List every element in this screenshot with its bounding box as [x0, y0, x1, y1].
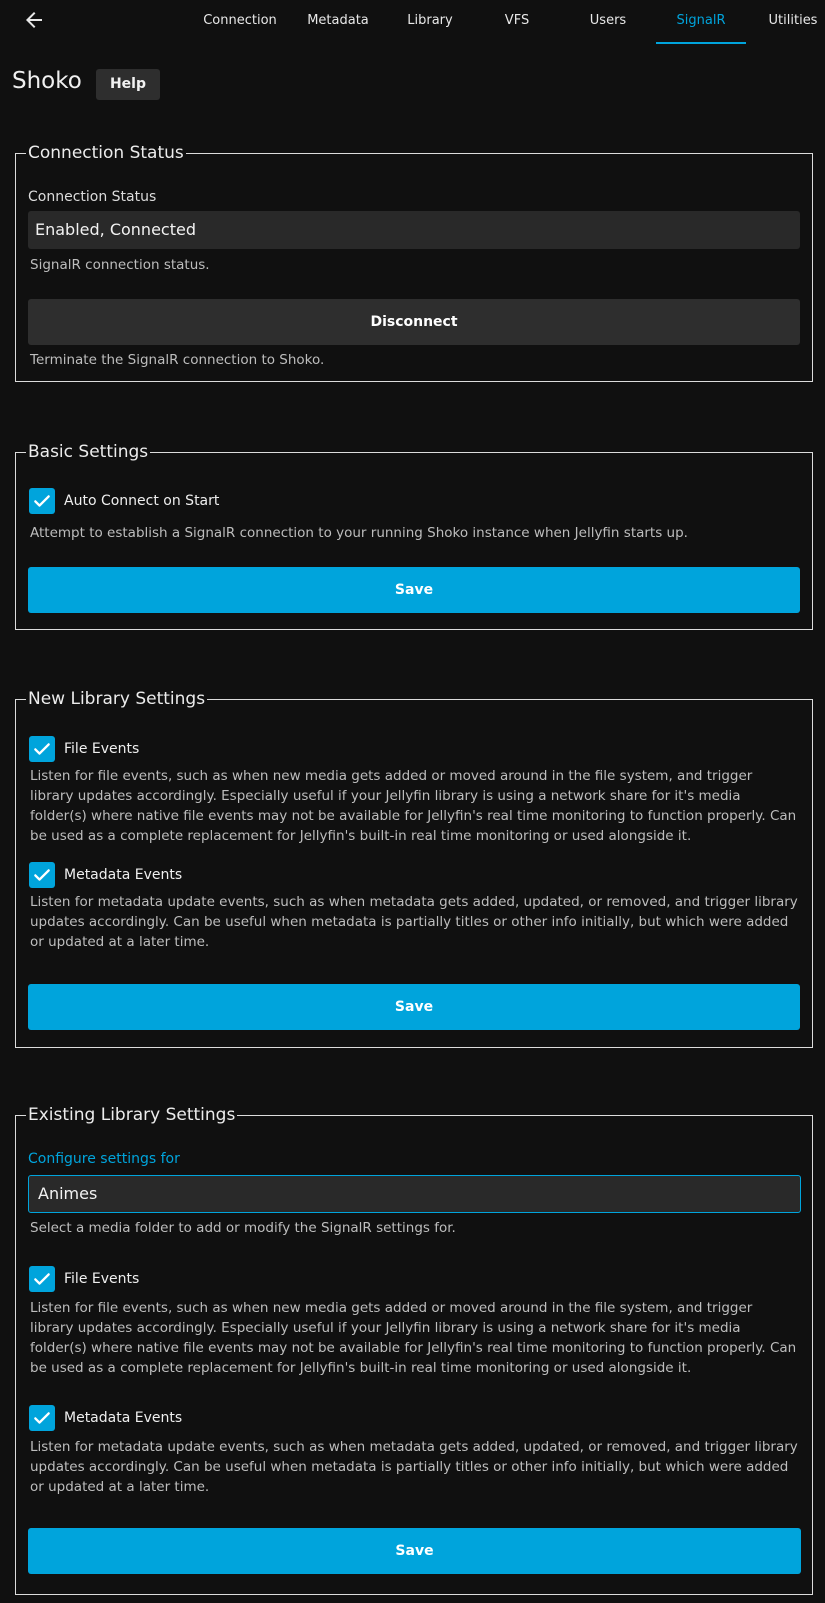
new-metadata-events-description: Listen for metadata update events, such as when metadata gets added, updated, or removed, and trigger library updates accordingly. Can be useful when metadata is partially titles or other info initially, but which were added or updated at a later time. — [30, 894, 798, 950]
help-button[interactable]: Help — [96, 69, 160, 100]
existing-metadata-events-label: Metadata Events — [64, 1410, 183, 1426]
existing-file-events-label: File Events — [64, 1271, 140, 1287]
page-title: Shoko — [12, 68, 82, 94]
existing-library-settings-legend: Existing Library Settings — [28, 1105, 236, 1125]
checkmark-icon — [32, 739, 52, 759]
new-metadata-events-label: Metadata Events — [64, 867, 183, 883]
tab-signalr[interactable]: SignalR — [656, 0, 746, 44]
new-library-settings-legend: New Library Settings — [28, 689, 206, 709]
top-nav-bar — [0, 0, 825, 44]
tab-users[interactable]: Users — [589, 13, 627, 28]
connection-status-description: SignalR connection status. — [30, 257, 210, 273]
back-arrow-icon[interactable] — [22, 8, 46, 32]
tab-connection[interactable]: Connection — [203, 13, 277, 28]
new-file-events-description: Listen for file events, such as when new media gets added or moved around in the file system, and trigger library updates accordingly. Especially useful if your Jellyfin library is using a network share for it's media folder(s) where native file events may not be available for Jellyfin's real time monitoring to function properly. Can be used as a complete replacement for Jellyfin's built-in real time monitoring or used alongside it. — [30, 768, 797, 844]
existing-metadata-events-description: Listen for metadata update events, such as when metadata gets added, updated, or removed, and trigger library updates accordingly. Can be useful when metadata is partially titles or other info initially, but which were added or updated at a later time. — [30, 1439, 798, 1495]
existing-library-save-button[interactable]: Save — [28, 1528, 801, 1574]
connection-status-field: Enabled, Connected — [28, 211, 800, 249]
new-library-settings-section — [15, 689, 813, 1048]
checkmark-icon — [32, 1408, 52, 1428]
basic-settings-save-button[interactable]: Save — [28, 567, 800, 613]
tab-utilities[interactable]: Utilities — [768, 13, 818, 28]
checkmark-icon — [32, 865, 52, 885]
auto-connect-checkbox[interactable] — [29, 488, 55, 514]
basic-settings-legend: Basic Settings — [28, 442, 149, 462]
existing-file-events-checkbox[interactable] — [29, 1266, 55, 1292]
existing-metadata-events-checkbox[interactable] — [29, 1405, 55, 1431]
new-file-events-checkbox[interactable] — [29, 736, 55, 762]
disconnect-button[interactable]: Disconnect — [28, 299, 800, 345]
auto-connect-label: Auto Connect on Start — [64, 493, 220, 509]
connection-status-field-label: Connection Status — [28, 189, 157, 205]
connection-status-section — [15, 143, 813, 382]
new-metadata-events-checkbox[interactable] — [29, 862, 55, 888]
basic-settings-section — [15, 442, 813, 630]
tab-metadata[interactable]: Metadata — [307, 13, 369, 28]
tab-vfs[interactable]: VFS — [504, 13, 530, 28]
checkmark-icon — [32, 491, 52, 511]
checkmark-icon — [32, 1269, 52, 1289]
new-file-events-label: File Events — [64, 741, 140, 757]
auto-connect-description: Attempt to establish a SignalR connection to your running Shoko instance when Jellyfin starts up. — [30, 525, 688, 541]
existing-file-events-description: Listen for file events, such as when new media gets added or moved around in the file system, and trigger library updates accordingly. Especially useful if your Jellyfin library is using a network share for it's media folder(s) where native file events may not be available for Jellyfin's real time monitoring to function properly. Can be used as a complete replacement for Jellyfin's built-in real time monitoring or used alongside it. — [30, 1300, 797, 1376]
disconnect-description: Terminate the SignalR connection to Shoko. — [30, 352, 325, 368]
media-folder-select-label: Configure settings for — [28, 1151, 180, 1167]
existing-library-settings-section — [15, 1105, 813, 1595]
media-folder-select[interactable] — [28, 1175, 801, 1213]
media-folder-select-description: Select a media folder to add or modify the SignalR settings for. — [30, 1220, 456, 1236]
new-library-save-button[interactable]: Save — [28, 984, 800, 1030]
media-folder-select-value: Animes — [38, 1184, 98, 1203]
tab-library[interactable]: Library — [407, 13, 453, 28]
connection-status-legend: Connection Status — [28, 143, 184, 163]
